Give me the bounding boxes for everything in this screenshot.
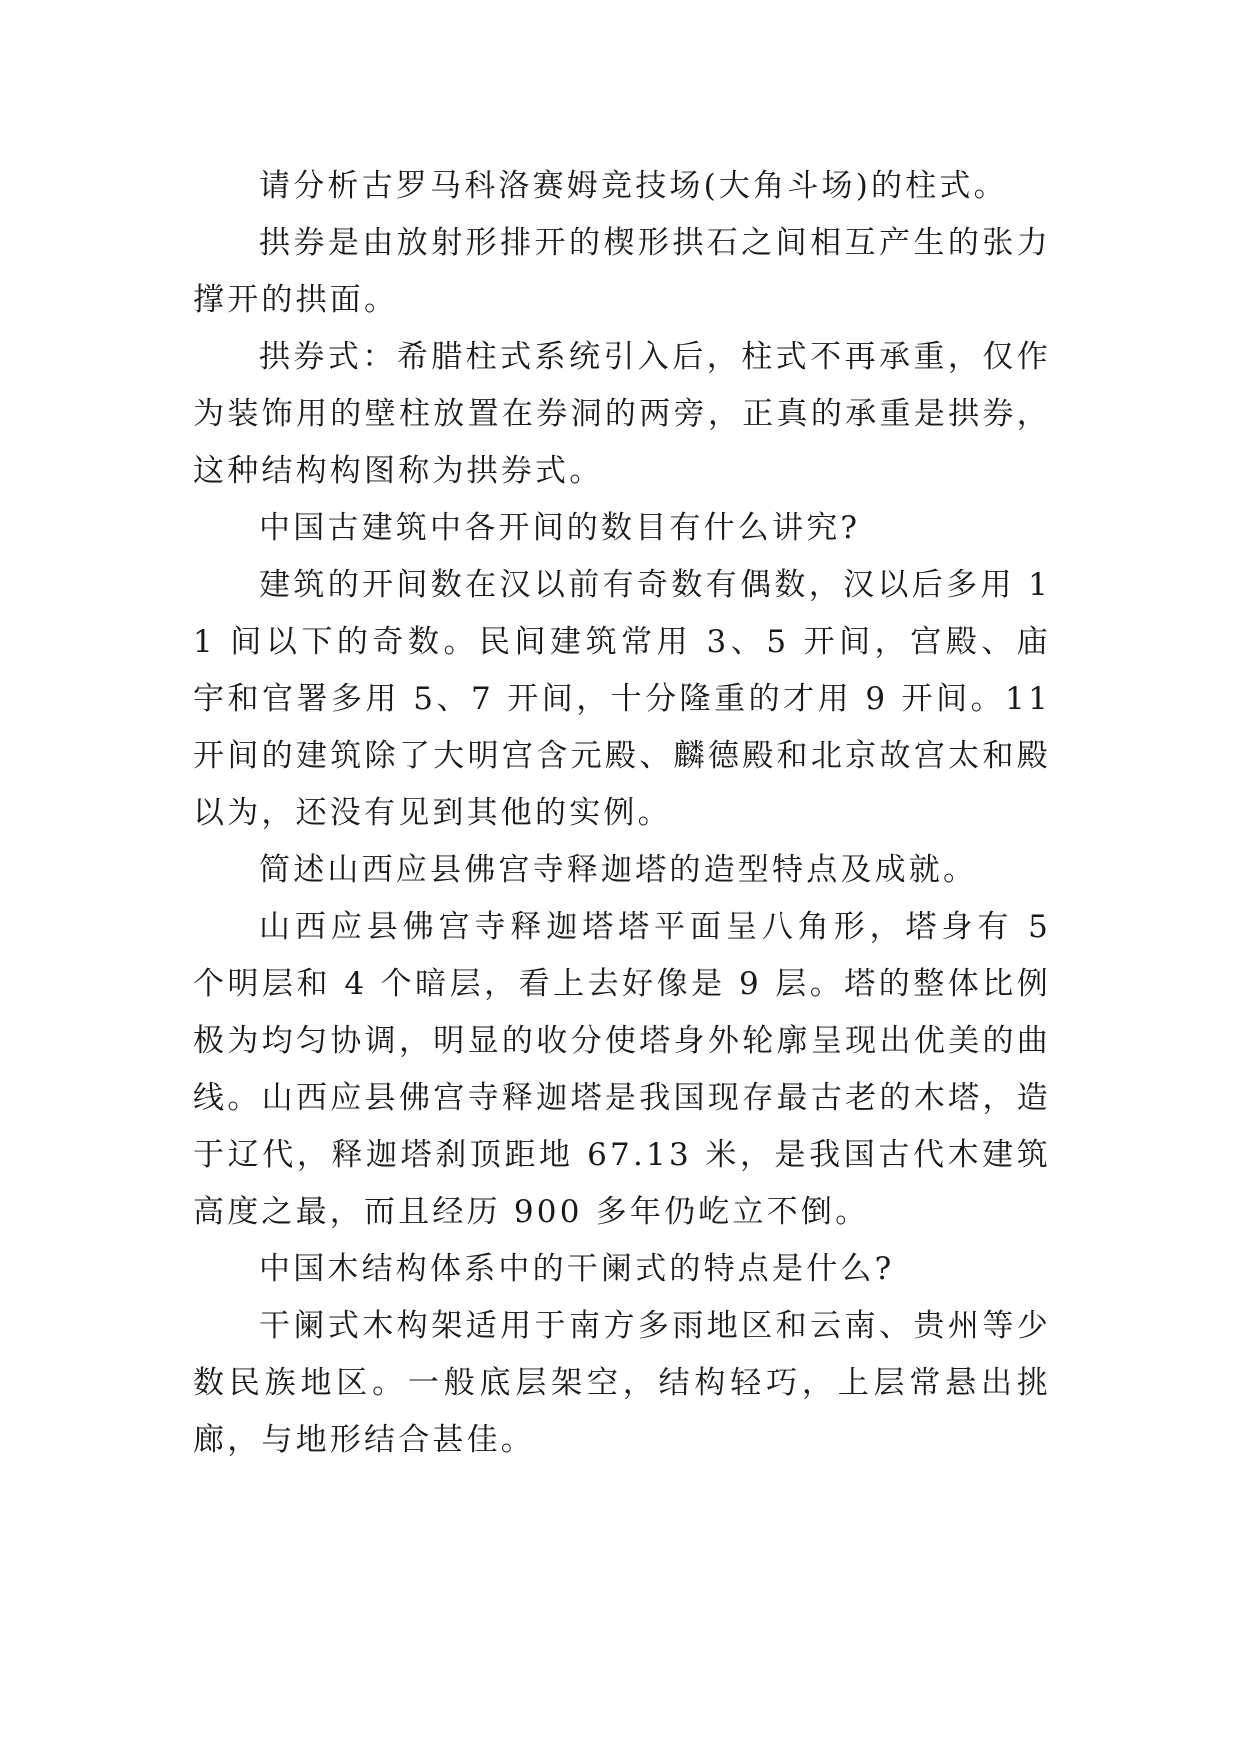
answer-paragraph: 拱券式：希腊柱式系统引入后，柱式不再承重，仅作为装饰用的壁柱放置在券洞的两旁，正真的承重是拱券，这种结构构图称为拱券式。 xyxy=(193,339,1051,489)
question-paragraph: 中国古建筑中各开间的数目有什么讲究? xyxy=(259,510,861,546)
answer-paragraph: 山西应县佛宫寺释迦塔塔平面呈八角形，塔身有 5 个明层和 4 个暗层，看上去好像是 9 层。塔的整体比例极为均匀协调，明显的收分使塔身外轮廓呈现出优美的曲线。山西应县佛宫寺释迦塔是我国现存最古老的木塔，造于辽代，释迦塔刹顶距地 67.13 米，是我国古代木建筑高度之最，而且经历 900 多年仍屹立不倒。 xyxy=(193,909,1051,1230)
question-paragraph: 请分析古罗马科洛赛姆竞技场(大角斗场)的柱式。 xyxy=(259,168,1008,204)
answer-paragraph: 拱券是由放射形排开的楔形拱石之间相互产生的张力撑开的拱面。 xyxy=(193,225,1051,318)
question-paragraph: 简述山西应县佛宫寺释迦塔的造型特点及成就。 xyxy=(259,852,978,888)
answer-paragraph: 建筑的开间数在汉以前有奇数有偶数，汉以后多用 11 间以下的奇数。民间建筑常用 3、5 开间，宫殿、庙宇和官署多用 5、7 开间，十分隆重的才用 9 开间。11 开间的建筑除了大明宫含元殿、麟德殿和北京故宫太和殿以为，还没有见到其他的实例。 xyxy=(193,567,1051,831)
answer-paragraph: 干阑式木构架适用于南方多雨地区和云南、贵州等少数民族地区。一般底层架空，结构轻巧，上层常悬出挑廊，与地形结合甚佳。 xyxy=(193,1308,1051,1458)
document-body xyxy=(193,158,1051,1469)
question-paragraph: 中国木结构体系中的干阑式的特点是什么? xyxy=(259,1251,895,1287)
